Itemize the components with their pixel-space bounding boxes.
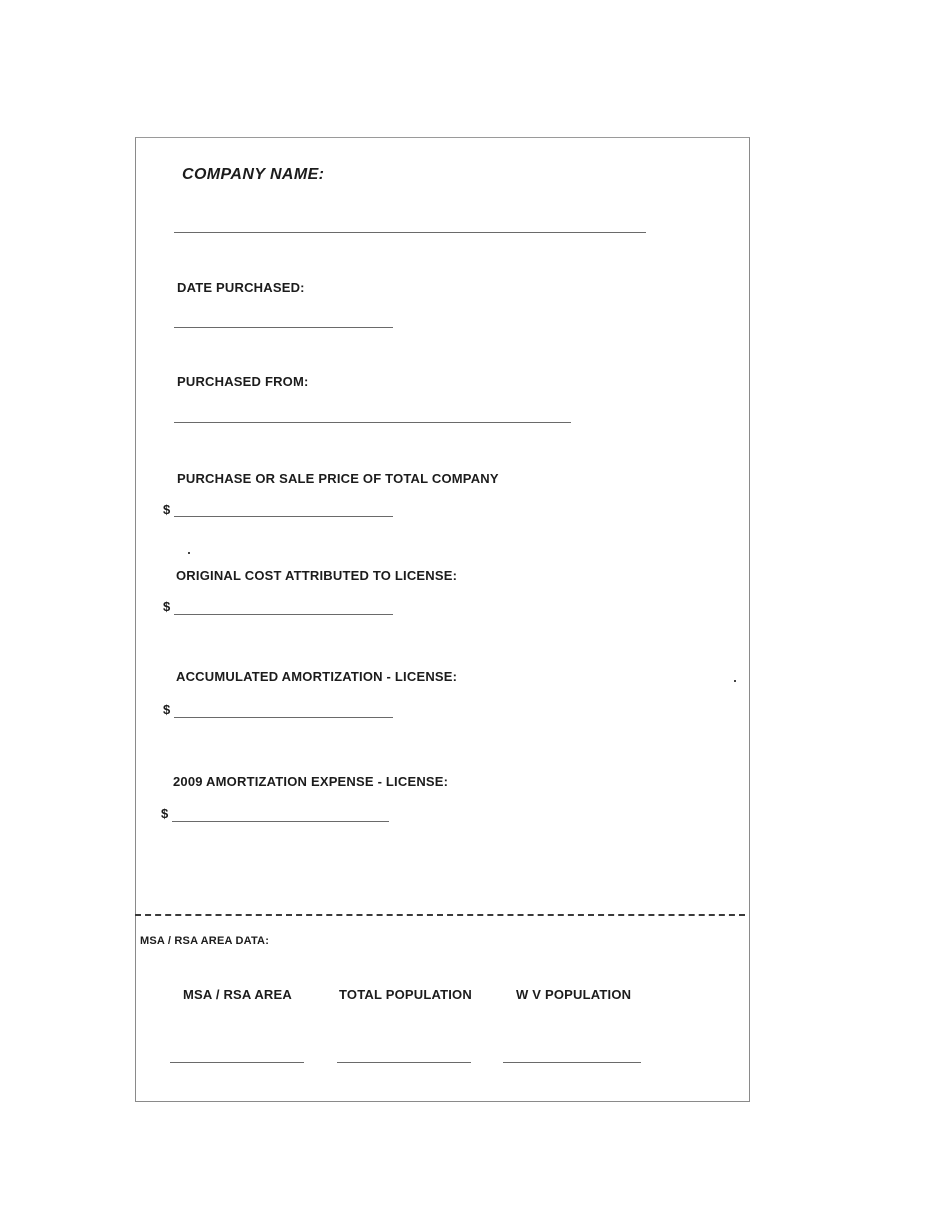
original-cost-label: ORIGINAL COST ATTRIBUTED TO LICENSE:: [176, 568, 458, 583]
total-population-field[interactable]: [337, 1062, 471, 1063]
scan-speck: [188, 552, 190, 554]
company-name-label: COMPANY NAME:: [182, 166, 325, 183]
original-cost-dollar-sign: $: [163, 599, 171, 614]
amortization-expense-field[interactable]: [172, 821, 389, 822]
wv-population-field[interactable]: [503, 1062, 641, 1063]
purchased-from-field[interactable]: [174, 422, 571, 423]
purchased-from-label: PURCHASED FROM:: [177, 374, 309, 389]
scan-speck-right: [734, 680, 736, 682]
purchase-price-field[interactable]: [174, 516, 393, 517]
accumulated-amortization-dollar-sign: $: [163, 702, 171, 717]
purchase-price-dollar-sign: $: [163, 502, 171, 517]
amortization-expense-label: 2009 AMORTIZATION EXPENSE - LICENSE:: [173, 774, 449, 789]
area-data-title: MSA / RSA AREA DATA:: [140, 935, 270, 947]
original-cost-field[interactable]: [174, 614, 393, 615]
section-separator: [135, 914, 745, 916]
accumulated-amortization-label: ACCUMULATED AMORTIZATION - LICENSE:: [176, 669, 458, 684]
company-name-field[interactable]: [174, 232, 646, 233]
column-header-wv-population: W V POPULATION: [516, 987, 632, 1002]
purchase-price-label: PURCHASE OR SALE PRICE OF TOTAL COMPANY: [177, 471, 499, 486]
column-header-total-population: TOTAL POPULATION: [339, 987, 472, 1002]
accumulated-amortization-field[interactable]: [174, 717, 393, 718]
amortization-expense-dollar-sign: $: [161, 806, 169, 821]
date-purchased-field[interactable]: [174, 327, 393, 328]
date-purchased-label: DATE PURCHASED:: [177, 280, 305, 295]
column-header-msa-rsa-area: MSA / RSA AREA: [183, 987, 292, 1002]
msa-rsa-area-field[interactable]: [170, 1062, 304, 1063]
